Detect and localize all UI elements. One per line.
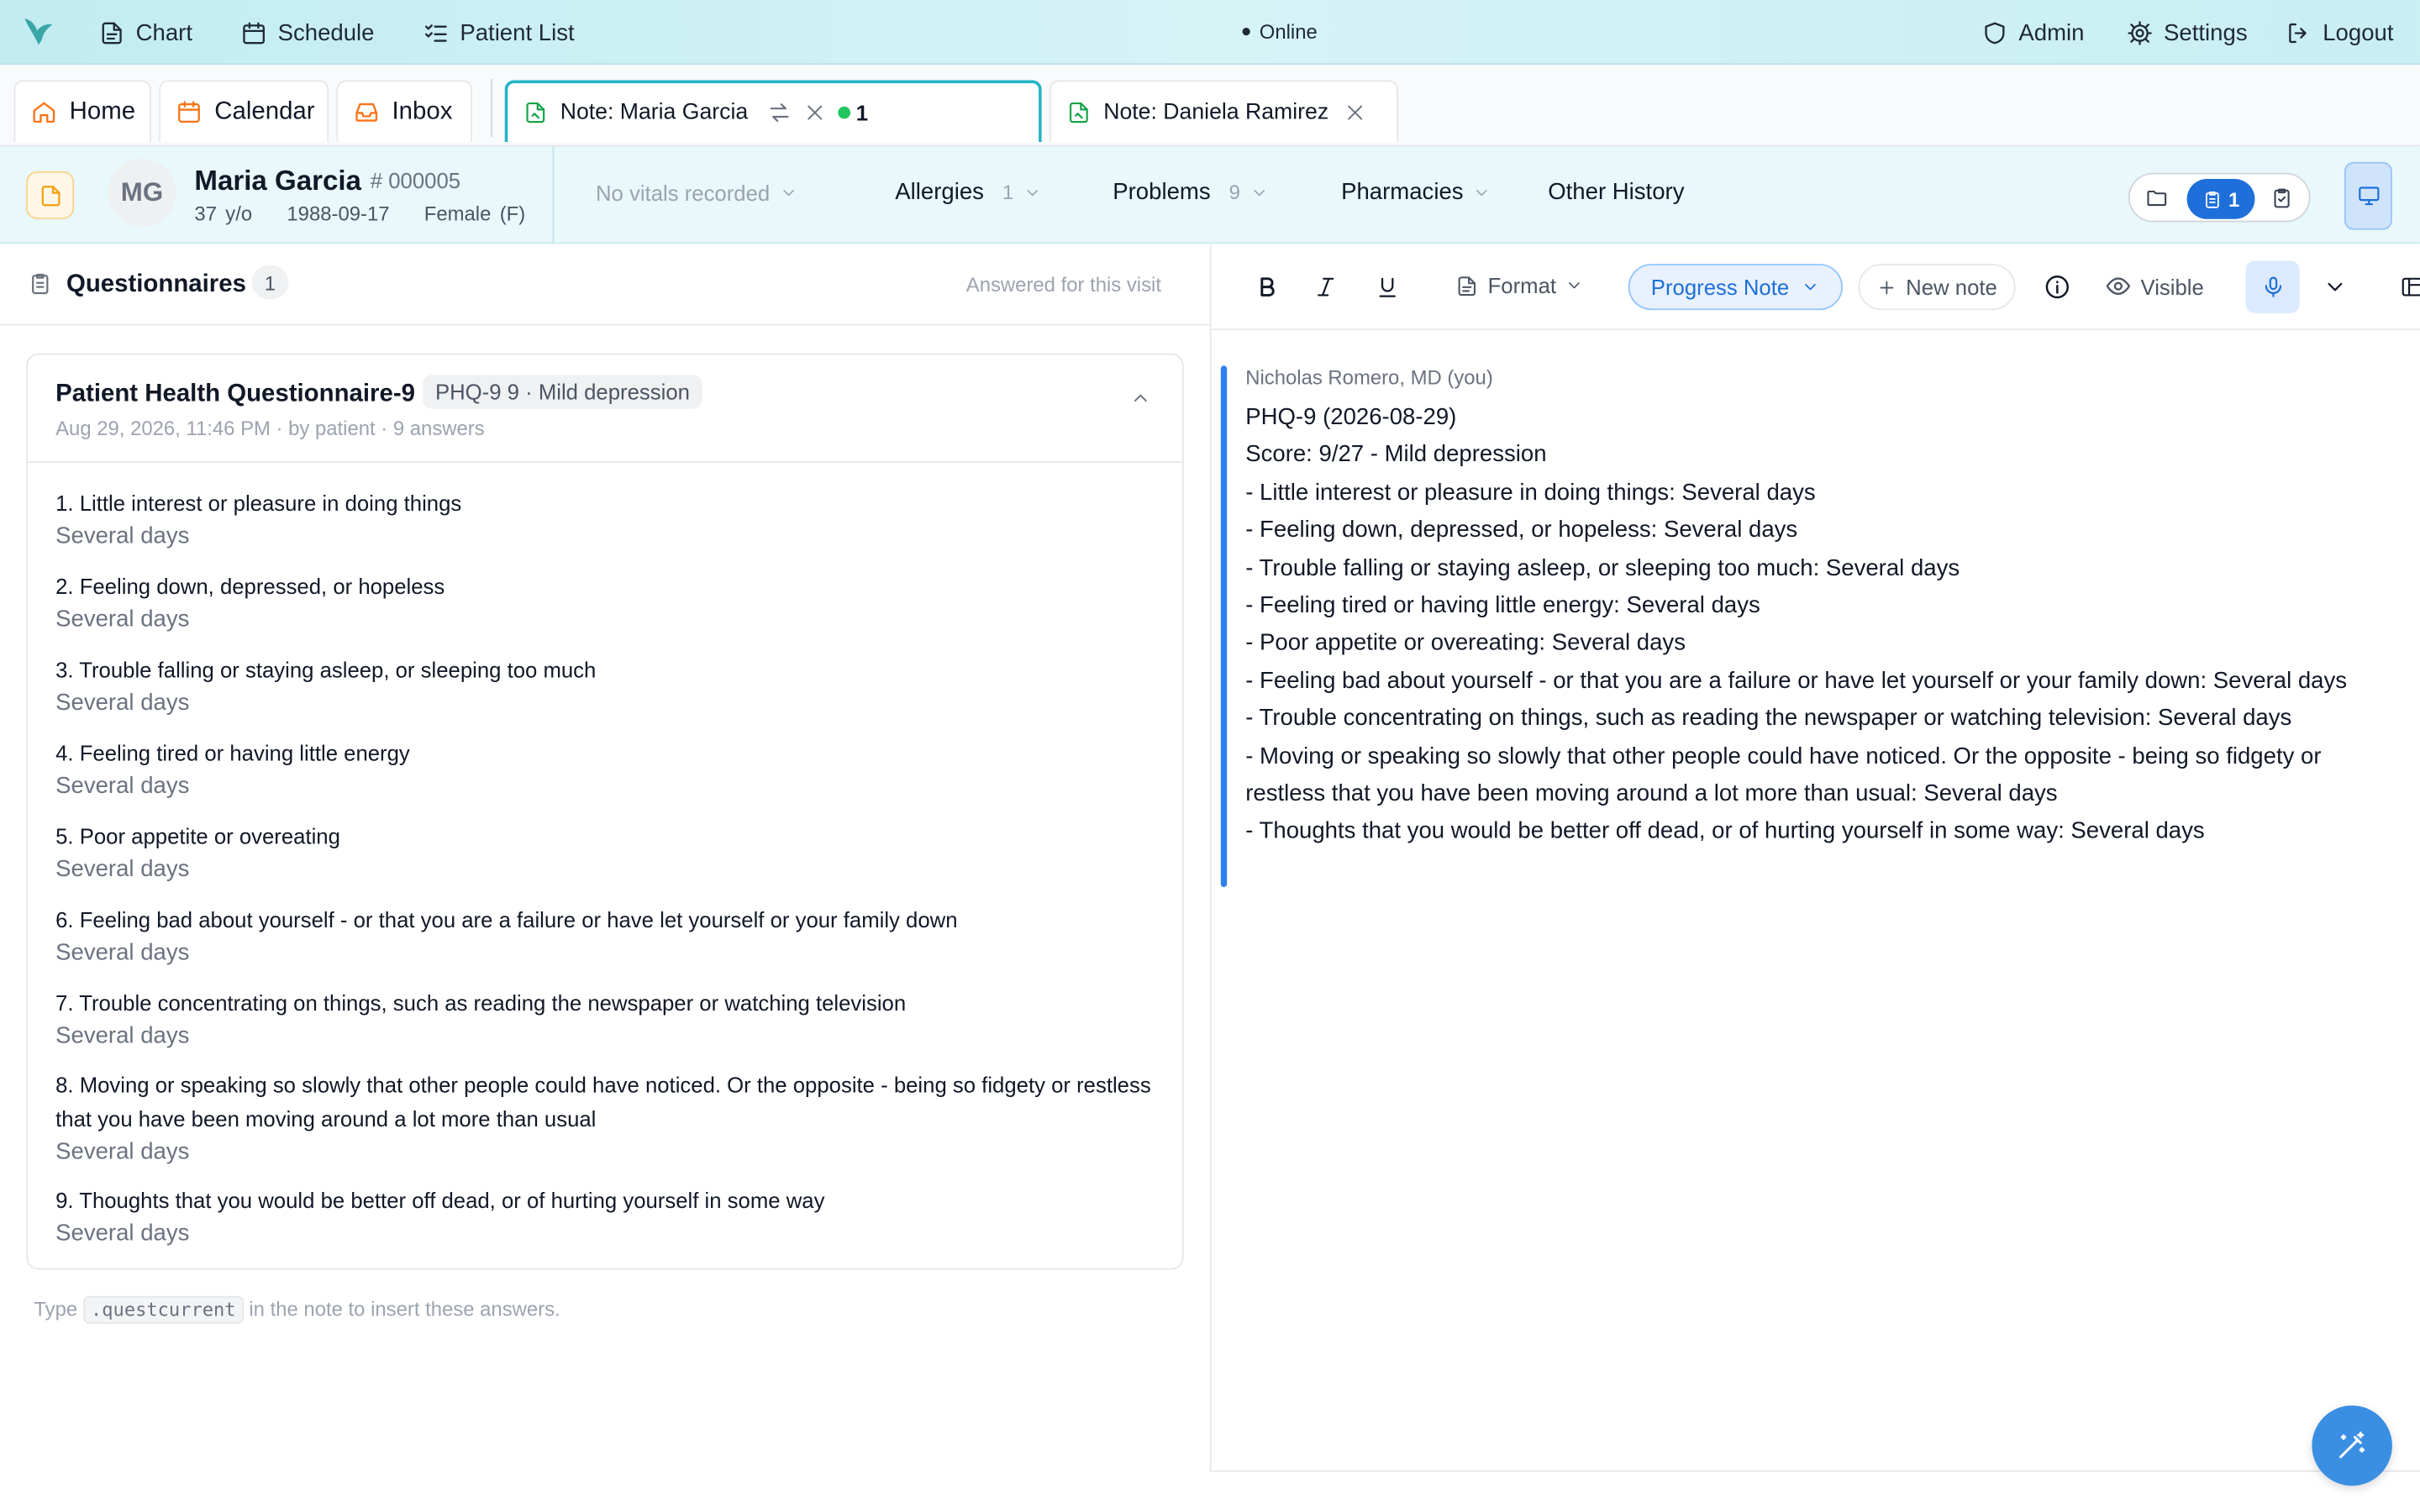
question-item [55, 819, 1166, 887]
tab-inbox-label: Inbox [392, 97, 453, 124]
note-type-label: Progress Note [1650, 274, 1790, 300]
question-text: 5. Poor appetite or overeating [55, 823, 340, 849]
question-answer: Several days [55, 1138, 190, 1165]
new-note-label: New note [1906, 274, 1997, 300]
chevron-down-icon [1473, 183, 1491, 202]
other-history-button[interactable] [1548, 179, 1684, 205]
questionnaires-panel [0, 245, 1210, 1512]
problems-label: Problems [1113, 179, 1211, 206]
swap-icon[interactable] [766, 100, 791, 124]
patient-demographics [194, 202, 525, 226]
app-logo-icon[interactable] [22, 15, 55, 46]
nav-patient-list-label: Patient List [460, 18, 575, 46]
nav-schedule[interactable] [241, 0, 375, 65]
allergies-label: Allergies [895, 179, 984, 206]
tab-calendar-label: Calendar [214, 97, 315, 124]
note-line: - Trouble concentrating on things, such as reading the newspaper or watching television: Several days [1245, 705, 2292, 732]
question-text: 9. Thoughts that you would be better off dead, or of hurting yourself in some way [55, 1188, 825, 1213]
question-text: 3. Trouble falling or staying asleep, or sleeping too much [55, 657, 597, 682]
chevron-down-icon [1023, 183, 1041, 202]
clipboard-icon [2202, 189, 2223, 209]
question-item [55, 986, 1166, 1054]
score-badge: PHQ-9 9 · Mild depression [423, 375, 702, 408]
question-item [55, 1068, 1155, 1169]
insert-hint [34, 1298, 560, 1321]
questionnaire-card-header[interactable] [28, 354, 1182, 463]
note-line: - Feeling down, depressed, or hopeless: Several days [1245, 517, 1798, 543]
nav-chart[interactable] [99, 0, 192, 65]
format-dropdown[interactable] [1455, 273, 1584, 297]
note-file-icon [523, 100, 548, 124]
tab-bar [0, 66, 2420, 147]
visibility-label: Visible [2140, 274, 2204, 299]
online-dot-icon [838, 107, 850, 119]
nav-settings[interactable] [2127, 0, 2248, 65]
notes-count: 1 [2228, 187, 2240, 211]
hint-suffix: in the note to insert these answers. [249, 1297, 560, 1321]
question-item [55, 902, 1166, 970]
note-line: - Little interest or pleasure in doing things: Several days [1245, 479, 1816, 507]
question-text: 7. Trouble concentrating on things, such as reading the newspaper or watching television [55, 990, 907, 1016]
question-answer: Several days [55, 690, 190, 717]
nav-schedule-label: Schedule [277, 18, 375, 46]
eye-icon [2105, 273, 2131, 299]
question-item [55, 486, 1166, 554]
shield-icon [1981, 19, 2007, 45]
nav-patient-list[interactable] [423, 0, 574, 65]
list-check-icon [423, 19, 449, 45]
question-item [55, 736, 1166, 804]
tab-note-daniela-ramirez[interactable] [1050, 81, 1398, 142]
italic-icon[interactable] [1313, 270, 1338, 303]
hint-command: .questcurrent [83, 1296, 244, 1324]
question-text: 8. Moving or speaking so slowly that other people could have noticed. Or the opposite - being so fidgety or restless that you have been moving around a lot more than usual [55, 1072, 1151, 1131]
nav-logout[interactable] [2286, 0, 2393, 65]
note-line: - Feeling tired or having little energy: Several days [1245, 592, 1760, 619]
pharmacies-label: Pharmacies [1341, 179, 1464, 206]
question-text: 1. Little interest or pleasure in doing things [55, 491, 462, 516]
underline-icon[interactable] [1375, 270, 1399, 303]
patient-age: 37 y/o [194, 202, 253, 226]
note-author: Nicholas Romero, MD (you) [1245, 365, 1493, 389]
folder-icon[interactable] [2145, 186, 2169, 210]
format-label: Format [1487, 273, 1557, 298]
vitals-label: No vitals recorded [595, 180, 771, 206]
close-icon[interactable] [803, 102, 825, 123]
tab-calendar[interactable] [159, 81, 329, 142]
nav-admin[interactable] [1981, 0, 2084, 65]
note-line: PHQ-9 (2026-08-29) [1245, 404, 1457, 431]
chevron-up-icon[interactable] [1129, 387, 1151, 409]
tab-note-label: Note: Daniela Ramirez [1103, 99, 1329, 124]
tab-note-label: Note: Maria Garcia [560, 100, 749, 125]
tab-separator [491, 79, 492, 138]
info-icon[interactable] [2044, 273, 2071, 301]
plus-icon [1876, 277, 1897, 297]
note-editor-panel [1212, 245, 2420, 1472]
questionnaires-header [0, 245, 1210, 326]
monitor-toggle-button[interactable] [2344, 162, 2392, 230]
chevron-down-icon [1249, 183, 1268, 202]
question-answer: Several days [55, 606, 190, 633]
editor-toolbar [1212, 245, 2420, 330]
note-type-dropdown[interactable] [1628, 264, 1843, 310]
note-line: - Thoughts that you would be better off dead, or of hurting yourself in some way: Several days [1245, 818, 2205, 845]
chevron-down-icon [1802, 278, 1820, 297]
question-answer: Several days [55, 856, 190, 883]
patient-mrn: # 000005 [370, 168, 461, 193]
view-toggle-group [2128, 173, 2311, 223]
logout-icon [2286, 19, 2312, 45]
other-history-label: Other History [1548, 179, 1685, 206]
question-text: 6. Feeling bad about yourself - or that you are a failure or have let yourself or your family down [55, 906, 958, 932]
nav-logout-label: Logout [2323, 18, 2394, 46]
note-body[interactable] [1245, 400, 2381, 852]
question-answer: Several days [55, 1220, 190, 1247]
allergies-count: 1 [1002, 180, 1014, 204]
question-answer: Several days [55, 1022, 190, 1049]
calendar-icon [176, 99, 202, 125]
patient-name: Maria Garcia [194, 165, 361, 197]
vitals-dropdown[interactable] [596, 181, 797, 205]
pharmacies-dropdown[interactable] [1341, 179, 1491, 205]
note-line: - Moving or speaking so slowly that other people could have noticed. Or the opposite - being so fidgety or restless that you have been moving around a lot more than usual: Several days [1245, 743, 2322, 807]
question-item [55, 1184, 1166, 1252]
document-icon [1455, 274, 1479, 297]
questionnaires-title: Questionnaires [66, 271, 246, 298]
close-icon[interactable] [1344, 101, 1366, 123]
microphone-icon [2260, 275, 2285, 299]
note-line: Score: 9/27 - Mild depression [1245, 442, 1547, 469]
clipboard-list-icon [28, 271, 52, 296]
bold-icon[interactable] [1255, 270, 1279, 303]
new-note-button[interactable] [1858, 264, 2015, 310]
chevron-down-icon [1565, 276, 1584, 295]
hint-prefix: Type [34, 1297, 78, 1321]
top-nav-bar [0, 0, 2420, 65]
nav-admin-label: Admin [2018, 18, 2085, 46]
tab-inbox[interactable] [336, 81, 472, 142]
divider [553, 146, 555, 244]
home-icon [31, 99, 57, 125]
file-icon [38, 183, 62, 207]
question-answer: Several days [55, 939, 190, 966]
connection-status [1243, 20, 1318, 44]
tab-home-label: Home [69, 97, 136, 124]
nav-chart-label: Chart [135, 18, 193, 46]
inbox-icon [354, 99, 380, 125]
question-item [55, 653, 1166, 721]
viewer-count: 1 [855, 100, 869, 125]
note-line: - Poor appetite or overeating: Several days [1245, 630, 1686, 657]
questionnaire-card [26, 354, 1184, 1270]
patient-dob: 1988-09-17 [287, 202, 390, 226]
template-icon[interactable] [2400, 275, 2420, 299]
avatar[interactable]: MG [108, 159, 176, 227]
question-answer: Several days [55, 522, 190, 549]
tab-home[interactable] [14, 81, 151, 142]
chevron-down-icon[interactable] [2323, 275, 2347, 299]
note-line: - Trouble falling or staying asleep, or sleeping too much: Several days [1245, 554, 1960, 581]
patient-header [0, 146, 2420, 244]
patient-file-button[interactable] [26, 171, 74, 219]
problems-count: 9 [1228, 180, 1240, 204]
questionnaires-count: 1 [251, 265, 288, 299]
answered-label: Answered for this visit [965, 273, 1162, 297]
nav-settings-label: Settings [2164, 18, 2248, 46]
question-item [55, 570, 1166, 638]
question-answer: Several days [55, 773, 190, 800]
monitor-icon [2356, 184, 2381, 208]
questionnaire-subtitle: Aug 29, 2026, 11:46 PM · by patient · 9 answers [55, 416, 485, 440]
note-file-icon [1066, 99, 1091, 123]
status-dot-icon [1243, 28, 1250, 35]
connection-status-label: Online [1259, 19, 1318, 44]
calendar-icon [241, 19, 267, 45]
gear-icon [2127, 19, 2153, 45]
patient-sex: Female (F) [424, 202, 526, 226]
chevron-down-icon [779, 184, 797, 202]
tab-note-maria-garcia[interactable] [505, 81, 1042, 142]
visibility-toggle[interactable] [2105, 273, 2204, 299]
ai-assist-button[interactable] [2312, 1405, 2392, 1486]
allergies-dropdown[interactable] [895, 179, 1041, 205]
notes-toggle-button[interactable] [2187, 179, 2255, 219]
clipboard-check-icon[interactable] [2270, 186, 2294, 210]
question-text: 2. Feeling down, depressed, or hopeless [55, 574, 445, 599]
questionnaire-title: Patient Health Questionnaire-9 [55, 381, 415, 407]
problems-dropdown[interactable] [1113, 179, 1268, 205]
note-line: - Feeling bad about yourself - or that you are a failure or have let yourself or your family down: Several days [1245, 668, 2348, 695]
author-indicator-bar [1221, 365, 1227, 887]
document-icon [99, 19, 125, 45]
dictation-button[interactable] [2245, 260, 2299, 312]
magic-wand-icon [2335, 1429, 2369, 1462]
question-text: 4. Feeling tired or having little energy [55, 740, 410, 766]
